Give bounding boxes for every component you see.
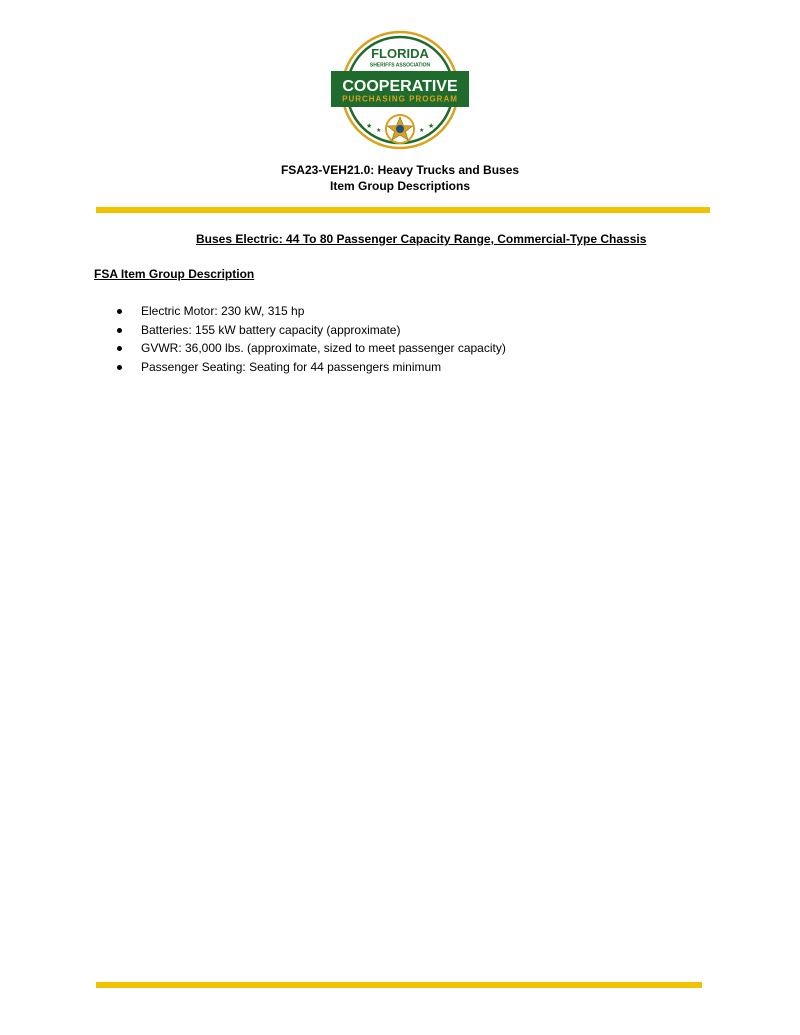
fsa-cooperative-logo — [330, 28, 470, 154]
logo-star-right: ★ — [428, 123, 435, 130]
logo-purchasing-text: PURCHASING PROGRAM — [342, 94, 458, 104]
list-item — [116, 339, 506, 358]
logo-star-right-2: ★ — [419, 128, 425, 134]
fsa-description-heading: FSA Item Group Description — [94, 267, 255, 281]
logo-florida-text: FLORIDA — [371, 46, 429, 61]
list-item-text: Passenger Seating: Seating for 44 passengers minimum — [141, 359, 442, 374]
list-item-text: GVWR: 36,000 lbs. (approximate, sized to meet passenger capacity) — [141, 341, 506, 355]
bullet-icon — [117, 309, 122, 314]
logo-star-left: ★ — [366, 123, 373, 130]
bullet-icon — [117, 365, 122, 370]
list-item-text: Electric Motor: 230 kW, 315 hp — [141, 304, 305, 318]
item-group-heading: Buses Electric: 44 To 80 Passenger Capacity Range, Commercial-Type Chassis — [196, 232, 647, 246]
list-item — [116, 358, 506, 377]
bullet-icon — [117, 328, 122, 333]
logo-association-text: SHERIFFS ASSOCIATION — [369, 62, 431, 69]
logo-star-left-2: ★ — [376, 128, 382, 134]
description-list — [116, 302, 506, 376]
logo-cooperative-text: COOPERATIVE — [342, 78, 458, 95]
list-item — [116, 321, 506, 340]
bullet-icon — [117, 346, 122, 351]
list-item-text: Batteries: 155 kW battery capacity (approximate) — [141, 322, 401, 337]
document-subtitle: Item Group Descriptions — [329, 179, 471, 193]
list-item — [116, 302, 506, 321]
logo-graphic — [330, 28, 470, 154]
document-title: FSA23-VEH21.0: Heavy Trucks and Buses — [280, 163, 520, 177]
top-divider — [96, 207, 710, 213]
logo-badge-center — [396, 125, 404, 133]
bottom-divider — [96, 982, 702, 988]
